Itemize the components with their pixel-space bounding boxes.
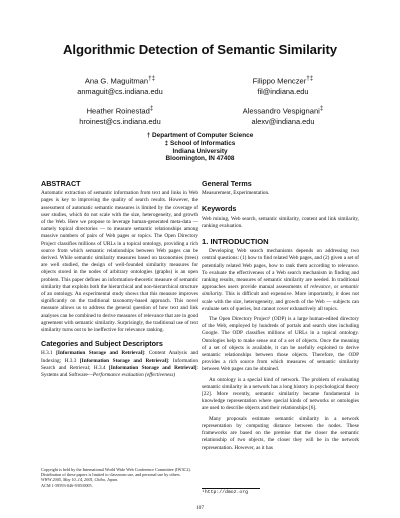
introduction-heading: 1. INTRODUCTION	[202, 237, 269, 247]
categories-text: H.3.1 [Information Storage and Retrieval]: Content Analysis and Indexing; H.3.3 [Information Storage and Retrieval]: Information Search and Retrieval; H.3.4 [Information Storage and Retrieval]: Systems and Software—Performance evaluation (effectiveness)	[41, 350, 199, 379]
general-terms-text: Measurement, Experimentation.	[202, 190, 270, 197]
author-marks: ‡	[149, 105, 154, 112]
copyright-line: WWW 2005, May 10–14, 2005, Chiba, Japan.	[41, 477, 119, 483]
copyright-line: ACM 1-59593-046-9/05/0005.	[41, 482, 93, 488]
author-block	[35, 74, 205, 97]
author-email: hroinest@cs.indiana.edu	[79, 116, 161, 126]
intro-paragraph: Developing Web search mechanisms depends on addressing two central questions: (1) how to find related Web pages, and (2) given a set of potentially related Web pages, how to rank them according to relevance. To evaluate the effectiveness of a Web search mechanism in finding and ranking results, measures of semantic similarity are needed. In traditional approaches users provide manual assessments of relevance, or semantic similarity. This is difficult and expensive. More importantly, it does not scale with the size, heterogeneity, and growth of the Web — subjects can evaluate sets of queries, but cannot cover exhaustively all topics.	[202, 248, 360, 312]
keywords-text: Web mining, Web search, semantic similarity, content and link similarity, ranking evaluation.	[202, 215, 359, 229]
author-name: Filippo Menczer	[252, 76, 307, 86]
author-block	[198, 74, 368, 97]
intro-paragraph: Many proposals estimate semantic similarity in a network representation by computing distance between the nodes. These frameworks are based on the premise that the closer the semantic relationship of two objects, the closer they will be in the network representation. However, as it has	[202, 415, 359, 451]
page-number: 107	[195, 505, 205, 511]
keywords-heading: Keywords	[202, 204, 237, 214]
abstract-text: Automatic extraction of semantic information from text and links in Web pages is key to improving the quality of search results. However, the assessment of automatic semantic measures is limited by the coverage of user studies, which do not scale with the size, heterogeneity, and growth of the Web. Here we propose to leverage human-generated meta-data — namely topical directories — to measure semantic relationships among massive numbers of pairs of Web pages or topics. The Open Directory Project classifies millions of URLs in a topical ontology, providing a rich source from which semantic relationships between Web pages can be derived. While semantic similarity measures based on taxonomies (trees) are well studied, the design of well-founded similarity measures for objects stored in the nodes of arbitrary ontologies (graphs) is an open problem. This paper defines an information-theoretic measure of semantic similarity that exploits both the hierarchical and non-hierarchical structure of an ontology. An experimental study shows that this measure improves significantly on the traditional taxonomy-based approach. This novel measure allows us to address the general question of how text and link analyses can be combined to derive measures of relevance that are in good agreement with semantic similarity. Surprisingly, the traditional use of text similarity turns out to be ineffective for relevance ranking.	[41, 190, 198, 334]
author-block	[198, 104, 368, 127]
affiliation-line: Indiana University	[172, 147, 228, 155]
footnote: ¹http://dmoz.org	[202, 490, 249, 495]
author-email: anmaguit@cs.indiana.edu	[77, 86, 163, 96]
author-marks: ‡	[319, 105, 324, 112]
intro-paragraph: An ontology is a special kind of network. The problem of evaluating semantic similarity in a network has a long history in psychological theory [22]. More recently, semantic similarity became fundamental in knowledge representation where special kinds of networks or ontologies are used to describe objects and their relationships [6].	[202, 376, 359, 412]
categories-heading: Categories and Subject Descriptors	[41, 339, 163, 349]
author-name: Heather Roinestad	[86, 106, 150, 116]
author-marks: †‡	[148, 75, 156, 82]
author-name: Alessandro Vespignani	[242, 106, 320, 116]
affiliation	[0, 132, 400, 163]
intro-paragraph: The Open Directory Project¹ (ODP) is a large human-edited directory of the Web, employed by hundreds of portals and search sites including Google. The ODP classifies millions of URLs in a topical ontology. Ontologies help to make sense out of a set of objects. Once the meaning of a set of objects is available, it can be usefully exploited to derive semantic relationships between those objects. Therefore, the ODP provides a rich source from which measures of semantic similarity between Web pages can be obtained.	[202, 316, 359, 373]
author-name: Ana G. Maguitman	[84, 76, 149, 86]
footnote-rule	[202, 488, 260, 489]
paper-title: Algorithmic Detection of Semantic Similarity	[62, 42, 338, 57]
author-email: fil@indiana.edu	[257, 86, 309, 96]
affiliation-line: † Department of Computer Science	[146, 132, 254, 139]
author-email: alexv@indiana.edu	[251, 116, 315, 126]
author-block	[35, 104, 205, 127]
author-marks: †‡	[306, 75, 314, 82]
affiliation-line: ‡ School of Informatics	[164, 139, 236, 147]
abstract-heading: ABSTRACT	[41, 179, 81, 188]
copyright-notice	[41, 467, 198, 488]
affiliation-line: Bloomington, IN 47408	[165, 155, 235, 163]
left-column	[41, 180, 198, 382]
general-terms-heading: General Terms	[202, 179, 252, 188]
copyright-line: Copyright is held by the International World Wide Web Conference Committee (IW3C2). Distribution of these papers is limited to classroom use, and personal use by others.	[41, 467, 191, 478]
right-column	[202, 180, 359, 455]
